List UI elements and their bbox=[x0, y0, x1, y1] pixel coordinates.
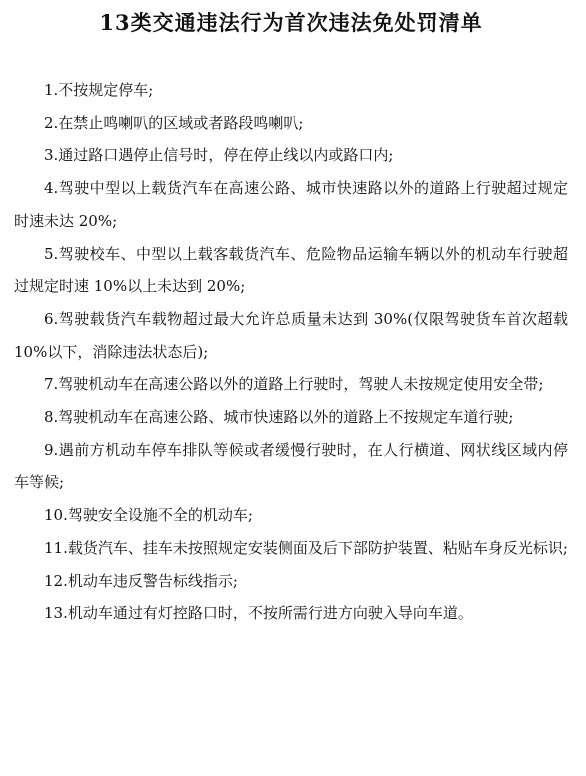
list-item-11: 11.载货汽车、挂车未按照规定安装侧面及后下部防护装置、粘贴车身反光标识; bbox=[44, 538, 568, 557]
list-item-3: 3.通过路口遇停止信号时，停在停止线以内或路口内; bbox=[44, 146, 394, 165]
list-item-5: 5.驾驶校车、中型以上载客载货汽车、危险物品运输车辆以外的机动车行驶超过规定时速 10%以上未达到 20%; bbox=[14, 244, 568, 296]
list-item-7: 7.驾驶机动车在高速公路以外的道路上行驶时，驾驶人未按规定使用安全带; bbox=[44, 375, 544, 394]
list-item-10: 10.驾驶安全设施不全的机动车; bbox=[44, 506, 253, 525]
list-item-8: 8.驾驶机动车在高速公路、城市快速路以外的道路上不按规定车道行驶; bbox=[44, 408, 514, 427]
list-item-9: 9.遇前方机动车停车排队等候或者缓慢行驶时，在人行横道、网状线区域内停车等候; bbox=[14, 440, 568, 492]
list-item-2: 2.在禁止鸣喇叭的区域或者路段鸣喇叭; bbox=[44, 113, 304, 132]
list-item-4: 4.驾驶中型以上载货汽车在高速公路、城市快速路以外的道路上行驶超过规定时速未达 20%; bbox=[14, 179, 568, 230]
list-item-6: 6.驾驶载货汽车载物超过最大允许总质量未达到 30%(仅限驾驶货车首次超载 10%以下，消除违法状态后); bbox=[14, 309, 568, 361]
violation-list bbox=[14, 74, 568, 630]
list-item-12: 12.机动车违反警告标线指示; bbox=[44, 571, 238, 590]
list-item-1: 1.不按规定停车; bbox=[44, 81, 154, 99]
document-title: 13类交通违法行为首次违法免处罚清单 bbox=[99, 10, 483, 35]
list-item-13: 13.机动车通过有灯控路口时，不按所需行进方向驶入导向车道。 bbox=[44, 604, 473, 623]
